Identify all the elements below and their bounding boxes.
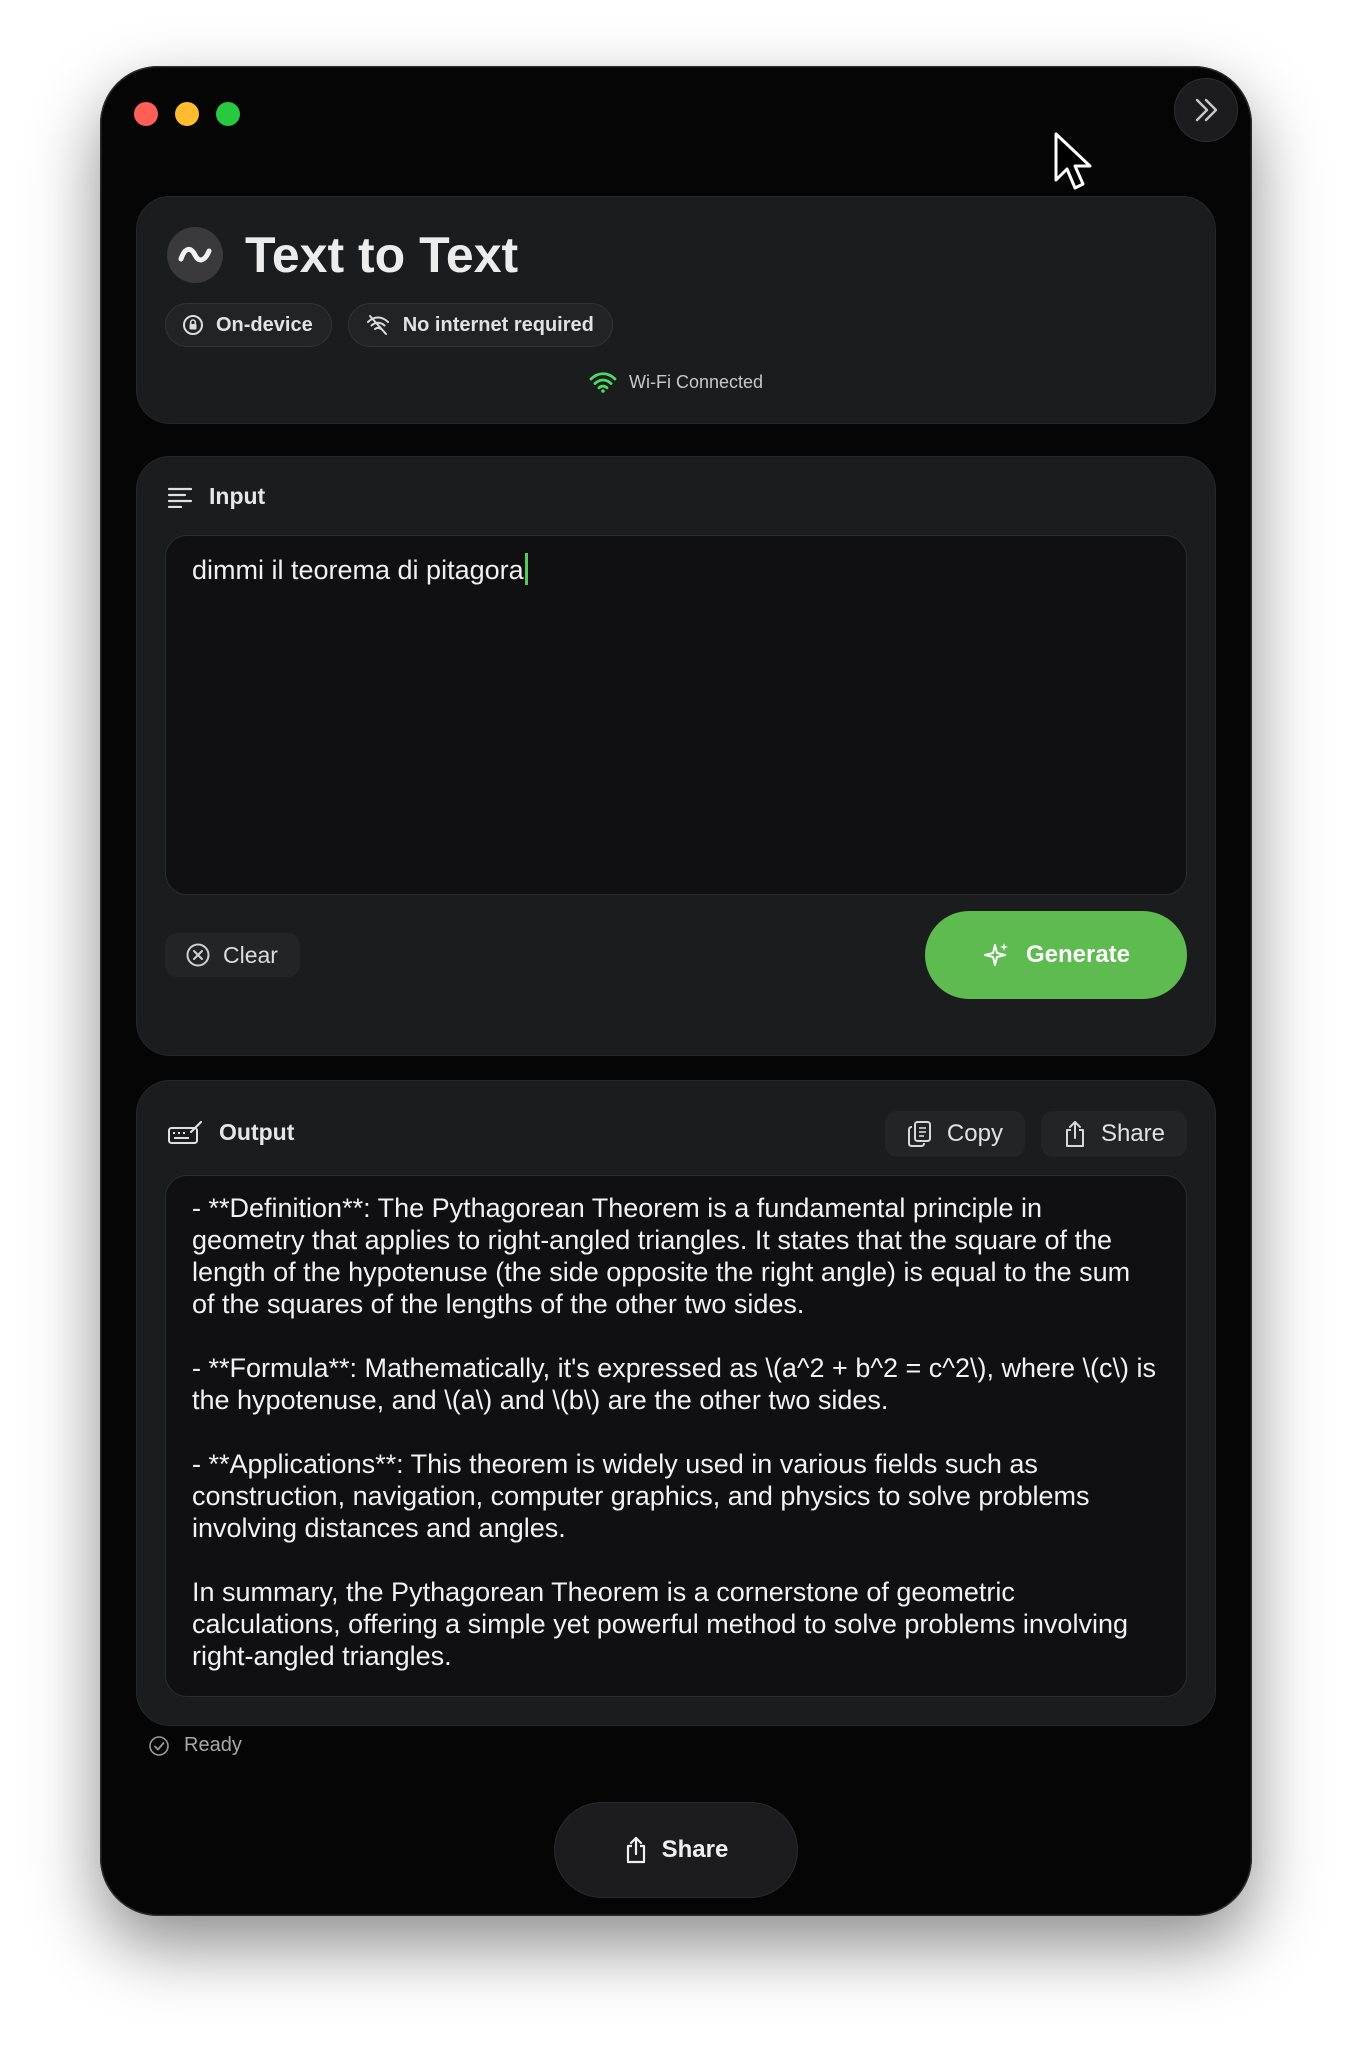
output-paragraph: In summary, the Pythagorean Theorem is a cornerstone of geometric calculations, offering a simple yet powerful method to solve problems involving right-angled triangles. <box>192 1577 1128 1671</box>
wifi-icon <box>589 371 617 393</box>
output-paragraph: - **Applications**: This theorem is widely used in various fields such as construction, navigation, computer graphics, and physics to solve problems involving distances and angles. <box>192 1449 1090 1543</box>
copy-icon <box>907 1120 933 1148</box>
output-card <box>136 1080 1216 1726</box>
generate-button-label: Generate <box>1025 941 1131 968</box>
check-circle-icon <box>148 1735 170 1757</box>
share-icon <box>1063 1120 1087 1148</box>
clear-circle-x-icon <box>185 942 211 968</box>
lock-icon <box>182 314 204 336</box>
output-section-header <box>167 1119 294 1146</box>
status-text: Ready <box>184 1734 242 1756</box>
input-section-label: Input <box>209 483 266 509</box>
output-text-area[interactable] <box>165 1175 1187 1697</box>
prompt-input-value: dimmi il teorema di pitagora <box>192 555 524 585</box>
input-section-header <box>167 483 265 510</box>
traffic-lights <box>134 102 240 126</box>
share-button-label: Share <box>661 1836 729 1863</box>
copy-button[interactable] <box>885 1111 1025 1157</box>
wifi-off-icon <box>365 314 391 336</box>
share-icon <box>624 1836 648 1864</box>
zoom-window-button[interactable] <box>216 102 240 126</box>
header-card <box>136 196 1216 424</box>
clear-button-label: Clear <box>223 941 278 968</box>
text-caret <box>525 553 528 585</box>
output-actions <box>885 1111 1187 1157</box>
status-indicator <box>148 1734 242 1757</box>
generate-button[interactable] <box>925 911 1187 999</box>
chevron-double-right-icon <box>1190 94 1222 126</box>
output-section-label: Output <box>219 1119 295 1145</box>
badge-label: On-device <box>216 313 313 336</box>
connection-status-label: Wi-Fi Connected <box>628 371 764 392</box>
share-output-button[interactable] <box>1041 1111 1187 1157</box>
badge-no-internet <box>348 303 613 347</box>
input-card <box>136 456 1216 1056</box>
badge-on-device <box>165 303 332 347</box>
copy-button-label: Copy <box>946 1120 1003 1147</box>
share-output-button-label: Share <box>1100 1120 1165 1147</box>
badge-label: No internet required <box>402 313 594 336</box>
sparkles-icon <box>982 941 1010 969</box>
sidebar-toggle-button[interactable] <box>1174 78 1238 142</box>
clear-button[interactable] <box>165 933 300 977</box>
text-lines-icon <box>167 486 193 508</box>
page-title: Text to Text <box>245 227 519 283</box>
app-window <box>100 66 1252 1916</box>
output-paragraph: - **Definition**: The Pythagorean Theorem is a fundamental principle in geometry that applies to right-angled triangles. It states that the square of the length of the hypotenuse (the side opposite the right angle) is equal to the sum of the squares of the lengths of the other two sides. <box>192 1193 1131 1319</box>
close-window-button[interactable] <box>134 102 158 126</box>
connection-status <box>137 371 1215 393</box>
keyboard-pen-icon <box>167 1120 203 1146</box>
wave-icon <box>167 227 223 283</box>
minimize-window-button[interactable] <box>175 102 199 126</box>
prompt-input[interactable] <box>165 535 1187 895</box>
mouse-pointer-icon <box>1052 132 1092 192</box>
share-button[interactable] <box>554 1802 798 1898</box>
feature-badges <box>165 303 613 347</box>
output-paragraph: - **Formula**: Mathematically, it's expressed as \(a^2 + b^2 = c^2\), where \(c\) is the hypotenuse, and \(a\) and \(b\) are the other two sides. <box>192 1353 1156 1415</box>
